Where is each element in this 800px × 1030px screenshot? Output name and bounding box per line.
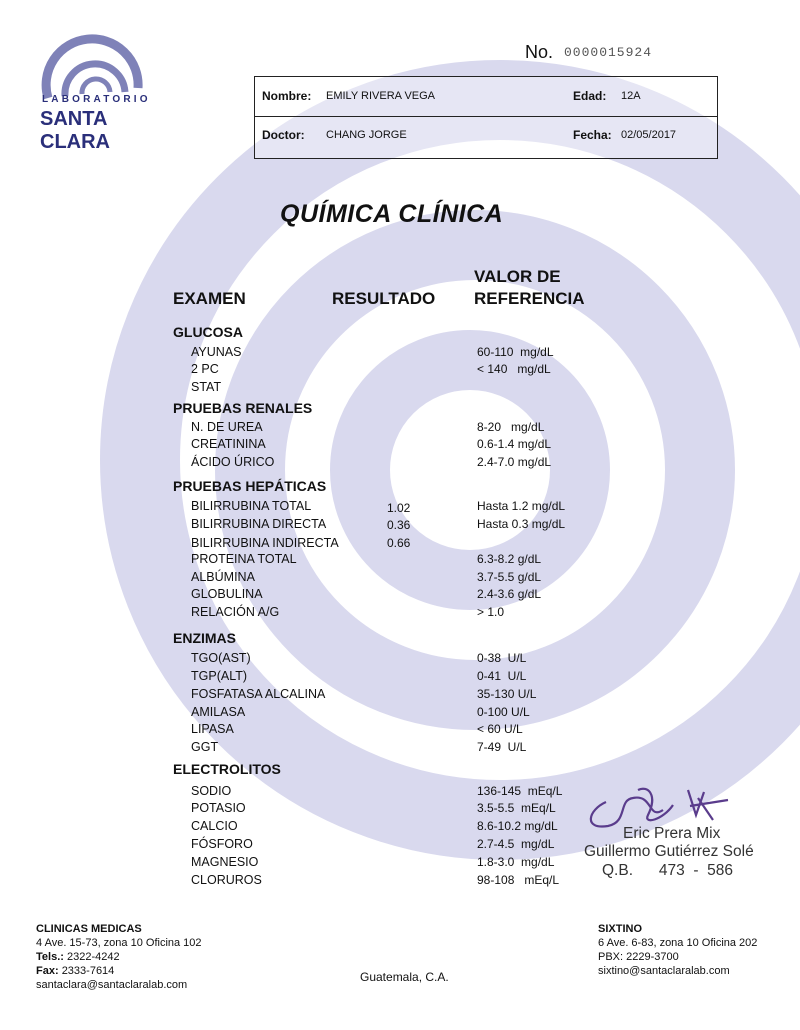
name-label: Nombre: — [262, 89, 312, 103]
page-title: QUÍMICA CLÍNICA — [280, 200, 504, 228]
exam-reference: 1.8-3.0 mg/dL — [477, 855, 555, 869]
exam-name: PROTEINA TOTAL — [191, 552, 297, 566]
column-header-reference-1: VALOR DE — [474, 267, 561, 286]
exam-reference: Hasta 1.2 mg/dL — [477, 499, 566, 513]
exam-name: GLOBULINA — [191, 587, 263, 601]
footer-left-address: 4 Ave. 15-73, zona 10 Oficina 102 — [36, 937, 202, 949]
exam-name: POTASIO — [191, 801, 246, 815]
footer-right — [598, 922, 757, 978]
exam-name: ALBÚMINA — [191, 570, 255, 584]
exam-reference: Hasta 0.3 mg/dL — [477, 517, 566, 531]
exam-name: CLORUROS — [191, 873, 262, 887]
record-number: 0000015924 — [564, 45, 653, 60]
exam-name: TGO(AST) — [191, 651, 251, 665]
exam-name: AMILASA — [191, 705, 246, 719]
exam-reference: 2.4-3.6 g/dL — [477, 587, 542, 601]
age-label: Edad: — [573, 89, 607, 103]
exam-reference: 0-100 U/L — [477, 705, 530, 719]
exam-reference: 2.7-4.5 mg/dL — [477, 837, 555, 851]
section-title: ENZIMAS — [173, 630, 236, 646]
footer-right-pbx: PBX: 2229-3700 — [598, 951, 679, 963]
exam-name: N. DE UREA — [191, 420, 263, 434]
exam-name: BILIRRUBINA TOTAL — [191, 499, 312, 513]
record-number-label: No. — [525, 42, 554, 62]
exam-result: 0.66 — [387, 536, 411, 550]
column-header-result: RESULTADO — [332, 289, 436, 308]
patient-info-box — [254, 76, 718, 159]
patient-name: EMILY RIVERA VEGA — [326, 90, 436, 102]
logo-text-main: SANTA CLARA — [40, 108, 110, 153]
doctor-label: Doctor: — [262, 128, 305, 142]
exam-name: FÓSFORO — [191, 837, 253, 851]
fax-value: 2333-7614 — [61, 965, 115, 977]
lab-logo — [30, 28, 155, 153]
exam-name: 2 PC — [191, 362, 219, 376]
exam-name: FOSFATASA ALCALINA — [191, 687, 326, 701]
exam-reference: 2.4-7.0 mg/dL — [477, 455, 552, 469]
section-title: GLUCOSA — [173, 324, 243, 340]
footer-left-tel — [36, 950, 202, 964]
doctor-name: CHANG JORGE — [326, 129, 407, 141]
tel-value: 2322-4242 — [66, 951, 120, 963]
exam-result: 1.02 — [387, 501, 411, 515]
signature-stamp — [578, 780, 773, 890]
exam-reference: 60-110 mg/dL — [477, 345, 554, 359]
footer-left-email: santaclara@santaclaralab.com — [36, 979, 188, 991]
exam-name: STAT — [191, 380, 222, 394]
footer-left-fax — [36, 964, 202, 978]
footer-left-title: CLINICAS MEDICAS — [36, 923, 142, 935]
exam-reference: 7-49 U/L — [477, 740, 527, 754]
tel-label: Tels.: — [36, 951, 64, 963]
signature-line-1: Eric Prera Mix — [623, 825, 721, 842]
patient-box-divider — [255, 116, 717, 117]
report-date: 02/05/2017 — [621, 129, 677, 141]
patient-age: 12A — [621, 90, 641, 102]
exam-reference: 3.7-5.5 g/dL — [477, 570, 542, 584]
footer-right-email: sixtino@santaclaralab.com — [598, 965, 730, 977]
exam-reference: 6.3-8.2 g/dL — [477, 552, 542, 566]
exam-reference: 3.5-5.5 mEq/L — [477, 801, 556, 815]
exam-name: SODIO — [191, 784, 232, 798]
footer-left — [36, 922, 202, 992]
exam-reference: > 1.0 — [477, 605, 505, 619]
exam-name: CREATININA — [191, 437, 266, 451]
exam-name: BILIRRUBINA DIRECTA — [191, 517, 327, 531]
exam-name: AYUNAS — [191, 345, 242, 359]
signature-line-2: Guillermo Gutiérrez Solé — [584, 843, 754, 860]
exam-name: RELACIÓN A/G — [191, 605, 280, 619]
fax-label: Fax: — [36, 965, 59, 977]
signature-line-3: Q.B. 473 - 586 — [602, 862, 733, 879]
exam-reference: 8.6-10.2 mg/dL — [477, 819, 558, 833]
exam-name: BILIRRUBINA INDIRECTA — [191, 536, 339, 550]
section-title: PRUEBAS RENALES — [173, 400, 313, 416]
exam-reference: 0.6-1.4 mg/dL — [477, 437, 552, 451]
footer-right-title: SIXTINO — [598, 923, 643, 935]
exam-name: CALCIO — [191, 819, 238, 833]
exam-name: LIPASA — [191, 722, 234, 736]
exam-reference: 8-20 mg/dL — [477, 420, 545, 434]
exam-reference: 0-38 U/L — [477, 651, 527, 665]
exam-reference: 98-108 mEq/L — [477, 873, 560, 887]
exam-name: GGT — [191, 740, 219, 754]
exam-reference: < 140 mg/dL — [477, 362, 551, 376]
footer-right-address: 6 Ave. 6-83, zona 10 Oficina 202 — [598, 937, 758, 949]
exam-name: ÁCIDO ÚRICO — [191, 455, 275, 469]
date-label: Fecha: — [573, 128, 612, 142]
section-title: ELECTROLITOS — [173, 761, 281, 777]
exam-name: MAGNESIO — [191, 855, 259, 869]
footer-center: Guatemala, C.A. — [360, 970, 449, 984]
exam-reference: 136-145 mEq/L — [477, 784, 563, 798]
column-header-exam: EXAMEN — [173, 289, 246, 308]
logo-text-top: LABORATORIO — [42, 94, 151, 105]
exam-reference: 0-41 U/L — [477, 669, 527, 683]
exam-reference: 35-130 U/L — [477, 687, 537, 701]
section-title: PRUEBAS HEPÁTICAS — [173, 478, 327, 494]
exam-result: 0.36 — [387, 518, 411, 532]
column-header-reference-2: REFERENCIA — [474, 289, 585, 308]
exam-reference: < 60 U/L — [477, 722, 523, 736]
exam-name: TGP(ALT) — [191, 669, 248, 683]
